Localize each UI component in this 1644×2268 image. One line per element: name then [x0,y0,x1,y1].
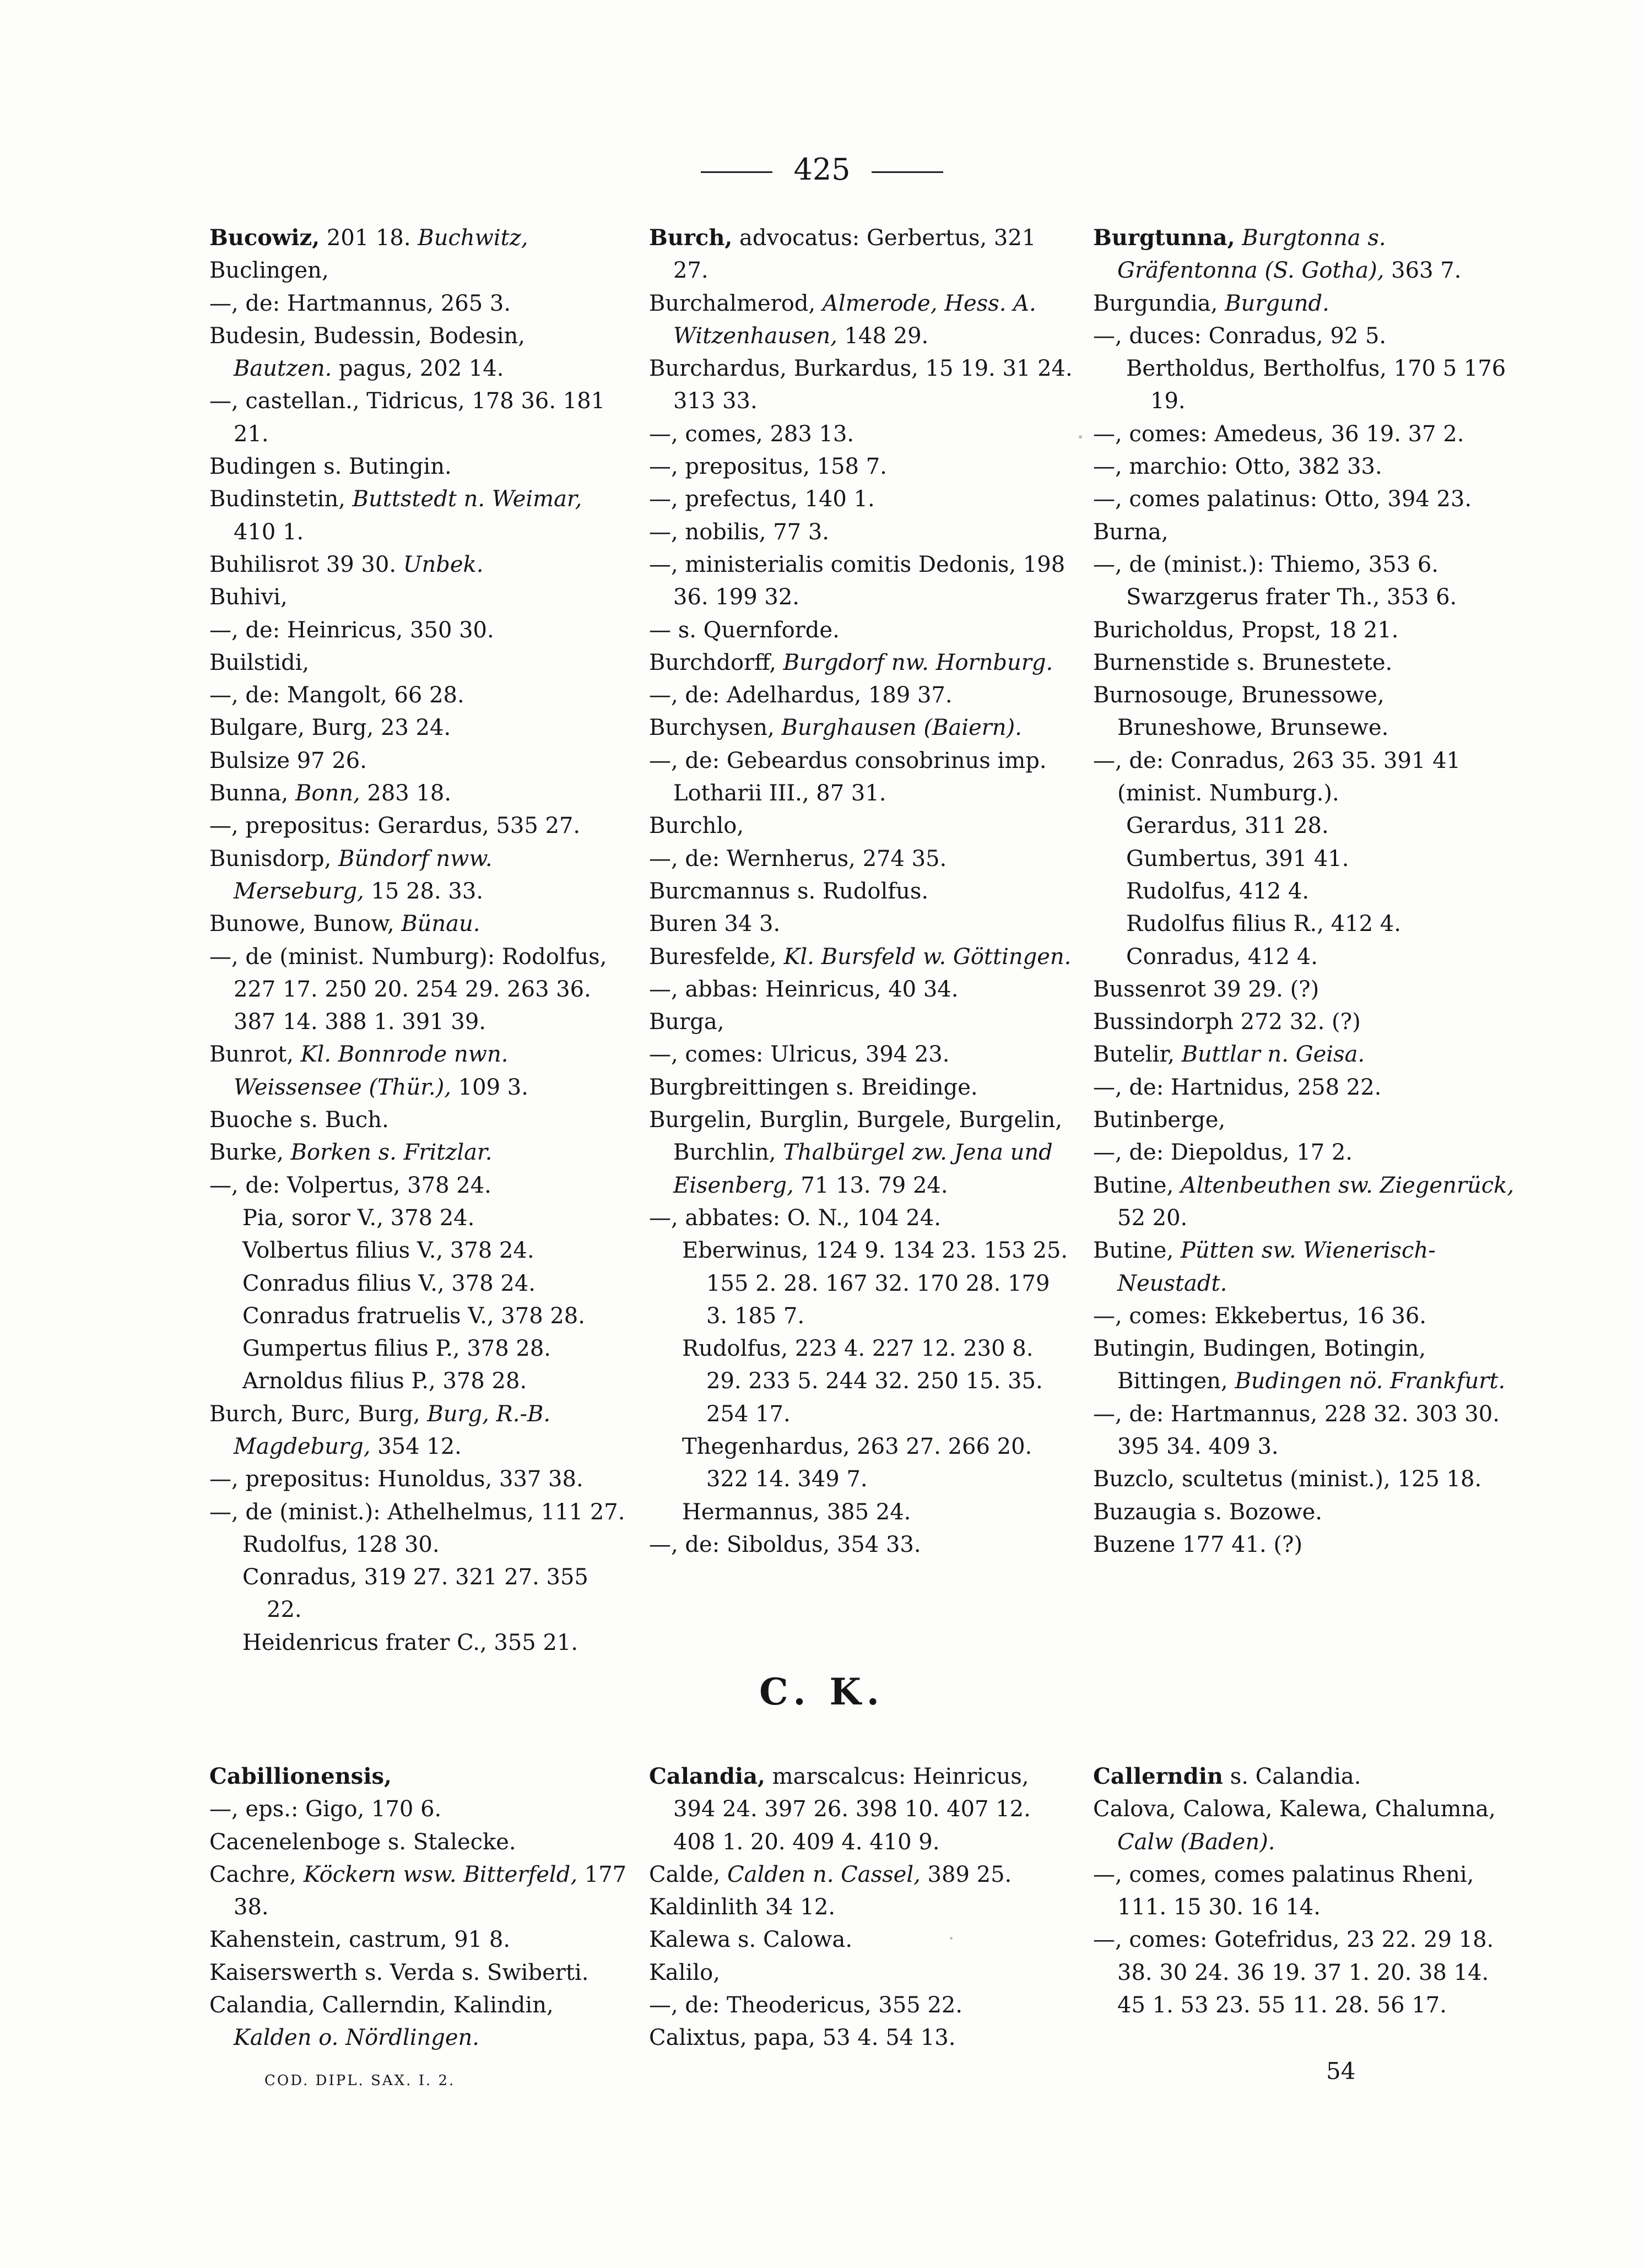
index-entry [649,1333,1073,1431]
index-entry [649,1891,1073,1924]
entry-text: Burgbreittingen s. Breidinge. [649,1074,978,1100]
index-entry [1093,451,1523,483]
index-entry [1093,941,1523,973]
entry-text: Buren 34 3. [649,911,781,937]
entry-text: —, de: Heinricus, 350 30. [209,617,494,643]
index-entry [209,1235,628,1267]
entry-text: Butinberge, [1093,1107,1226,1133]
index-entry [1093,908,1523,940]
entry-text: Buzene 177 41. (?) [1093,1531,1303,1557]
header-rule-right [872,171,943,173]
top-column-3 [1093,221,1523,1561]
entry-text: Burcmannus s. Rudolfus. [649,878,929,904]
index-entry [209,843,628,908]
entry-place-note: Borken s. Fritzlar. [283,1140,493,1166]
entry-place-note: Bautzen. [234,356,332,382]
entry-text: 71 13. 79 24. [793,1172,948,1198]
index-entry [649,1235,1073,1333]
entry-text: Volbertus filius V., 378 24. [242,1238,534,1264]
entry-text: —, de: Siboldus, 354 33. [649,1531,921,1557]
index-entry [1093,353,1523,418]
index-entry [1093,1859,1523,1924]
entry-place-note: Burgdorf nw. Hornburg. [776,649,1053,675]
entry-text: Swarzgerus frater Th., 353 6. [1126,584,1457,610]
entry-text: Burnosouge, Brunessowe, Bruneshowe, Brunsewe. [1093,683,1389,741]
entry-text: —, de: Mangolt, 66 28. [209,683,464,708]
index-entry [1093,288,1523,320]
index-entry [649,1038,1073,1071]
index-entry [649,1529,1073,1561]
index-entry [209,255,628,287]
entry-text: Burchysen, [649,715,775,741]
index-entry [209,320,628,386]
entry-text: Hermannus, 385 24. [682,1499,911,1525]
index-entry [209,1333,628,1365]
index-entry [209,1529,628,1561]
entry-text: 410 1. [234,519,304,545]
entry-place-note: Pütten sw. Wienerisch-Neustadt. [1117,1238,1436,1296]
index-entry [1093,1496,1523,1529]
entry-text: —, de (minist.): Athelhelmus, 111 27. [209,1499,625,1525]
index-entry [649,1071,1073,1104]
index-entry [1093,1333,1523,1398]
index-entry [1093,875,1523,908]
index-entry [649,712,1073,744]
index-entry [649,221,1073,288]
index-entry [1093,1793,1523,1859]
entry-place-note: Bonn, [288,781,360,806]
entry-text: —, prepositus: Gerardus, 535 27. [209,813,581,839]
entry-text: Bunisdorp, [209,846,332,872]
entry-text: Conradus filius V., 378 24. [242,1270,536,1296]
index-entry [649,941,1073,973]
index-entry [649,1104,1073,1202]
index-entry [209,777,628,810]
footer-signature: COD. DIPL. SAX. I. 2. [264,2072,456,2089]
index-entry [1093,581,1523,614]
index-entry [1093,647,1523,679]
entry-text: Bertholdus, Bertholfus, 170 5 176 19. [1126,356,1506,414]
entry-text: Butine, [1093,1172,1174,1198]
entry-place-note: Kl. Bursfeld w. Göttingen. [776,944,1072,970]
index-entry [1093,1529,1523,1561]
entry-text: —, comes, 283 13. [649,421,855,447]
index-entry [209,1104,628,1136]
entry-text: Budingen s. Butingin. [209,454,452,480]
entry-text: Conradus, 412 4. [1126,944,1318,970]
entry-text: Buzaugia s. Bozowe. [1093,1499,1323,1525]
index-entry [209,1202,628,1235]
entry-text: Gumbertus, 391 41. [1126,846,1349,872]
entry-text: Kaldinlith 34 12. [649,1894,836,1920]
entry-text: Conradus, 319 27. 321 27. 355 22. [242,1565,588,1623]
entry-headword: Cabillionensis, [209,1763,392,1789]
index-entry [209,1398,628,1464]
entry-text: —, comes: Ekkebertus, 16 36. [1093,1303,1426,1329]
entry-text: 52 20. [1117,1205,1188,1231]
entry-text: Burgundia, [1093,290,1218,316]
index-entry [209,1826,628,1859]
index-entry [1093,320,1523,353]
index-entry [209,1496,628,1529]
entry-text: —, de: Conradus, 263 35. 391 41 (minist. Numburg.). [1093,748,1461,806]
index-entry [209,1170,628,1202]
index-entry [209,221,628,255]
entry-text: 109 3. [451,1074,528,1100]
index-entry [649,549,1073,614]
entry-text: Bussindorph 272 32. (?) [1093,1009,1361,1035]
entry-text: —, comes: Amedeus, 36 19. 37 2. [1093,421,1464,447]
entry-text: Calde, [649,1861,721,1887]
index-entry [1093,614,1523,647]
entry-text: Bunowe, Bunow, [209,911,394,937]
entry-text: Burna, [1093,519,1169,545]
index-entry [1093,1071,1523,1104]
entry-text: Kalilo, [649,1960,720,1985]
entry-text: Heidenricus frater C., 355 21. [242,1630,578,1655]
index-entry [649,1957,1073,1989]
bottom-column-1 [209,1760,628,2055]
index-entry [649,1006,1073,1038]
index-entry [1093,679,1523,745]
entry-place-note: Budingen nö. Frankfurt. [1227,1368,1506,1394]
index-entry [649,1431,1073,1496]
bottom-column-2 [649,1760,1073,2055]
index-entry [209,941,628,1039]
entry-text: Bulgare, Burg, 23 24. [209,715,451,741]
entry-headword: Bucowiz, [209,225,320,251]
entry-text: 283 18. [360,781,452,806]
entry-text: Arnoldus filius P., 378 28. [242,1368,527,1394]
index-entry [209,1136,628,1169]
entry-text: Burchalmerod, [649,290,816,316]
entry-text: s. Calandia. [1223,1764,1361,1789]
entry-text: —, de (minist.): Thiemo, 353 6. [1093,551,1438,577]
footer-sheet-number: 54 [1326,2058,1356,2085]
index-entry [209,908,628,940]
index-entry [209,647,628,679]
entry-text: advocatus: Gerbertus, 321 27. [673,225,1036,284]
entry-text: Burch, Burc, Burg, [209,1401,420,1427]
entry-text: 201 18. [320,225,411,251]
entry-text: Eberwinus, 124 9. 134 23. 153 25. 155 2. 28. 167 32. 170 28. 179 3. 185 7. [682,1238,1068,1329]
index-entry [209,1038,628,1104]
entry-text: Butingin, Budingen, Botingin, Bittingen, [1093,1336,1426,1394]
entry-text: —, abbas: Heinricus, 40 34. [649,976,959,1002]
index-entry [209,1924,628,1956]
entry-text: Thegenhardus, 263 27. 266 20. 322 14. 349 7. [682,1433,1032,1492]
page-header [0,150,1644,190]
index-entry [1093,1104,1523,1136]
index-entry [209,1300,628,1333]
entry-text: —, ministerialis comitis Dedonis, 198 36. 199 32. [649,551,1066,610]
entry-text: Buclingen, [209,258,329,284]
entry-place-note: Kl. Bonnrode nwn. Weissensee (Thür.), [234,1042,509,1100]
index-entry [209,1627,628,1659]
entry-text: pagus, 202 14. [332,356,504,382]
entry-place-note: Köckern wsw. Bitterfeld, [296,1861,578,1887]
index-entry [1093,1463,1523,1496]
entry-text: Calixtus, papa, 53 4. 54 13. [649,2025,956,2051]
entry-text: 363 7. [1384,258,1462,284]
entry-text: Butine, [1093,1238,1174,1264]
index-entry [209,1365,628,1398]
index-entry [1093,745,1523,810]
index-entry [209,1793,628,1826]
entry-text: —, comes, comes palatinus Rheni, 111. 15 30. 16 14. [1093,1861,1474,1920]
index-entry [649,1496,1073,1529]
entry-text: Kahenstein, castrum, 91 8. [209,1927,511,1953]
entry-text: Kalewa s. Calowa. [649,1927,853,1953]
top-column-1 [209,221,628,1659]
index-entry [209,1957,628,1989]
index-entry [1093,1235,1523,1300]
index-entry [209,1760,628,1793]
entry-text: Rudolfus, 412 4. [1126,878,1310,904]
entry-text: Burnenstide s. Brunestete. [1093,649,1393,675]
index-entry [1093,1760,1523,1793]
entry-text: 354 12. [370,1433,462,1459]
entry-text: —, de: Wernherus, 274 35. [649,846,947,872]
index-entry [649,516,1073,549]
index-entry [209,288,628,320]
bottom-column-3 [1093,1760,1523,2022]
entry-headword: Burgtunna, [1093,225,1235,251]
entry-text: Buricholdus, Propst, 18 21. [1093,617,1399,643]
entry-place-note: Burg, R.-B. Magdeburg, [234,1401,551,1459]
entry-text: —, eps.: Gigo, 170 6. [209,1796,442,1822]
index-entry [209,810,628,842]
index-entry [649,908,1073,940]
entry-headword: Burch, [649,225,733,251]
entry-text: Calandia, Callerndin, Kalindin, [209,1993,554,2018]
entry-text: — s. Quernforde. [649,617,840,643]
index-entry [649,973,1073,1006]
entry-text: marscalcus: Heinricus, 394 24. 397 26. 398 10. 407 12. 408 1. 20. 409 4. 410 9. [673,1764,1031,1855]
index-entry [649,451,1073,483]
entry-text: —, de: Volpertus, 378 24. [209,1172,491,1198]
entry-text: —, de: Hartmannus, 265 3. [209,290,511,316]
index-entry [1093,1924,1523,2022]
index-entry [1093,221,1523,288]
entry-text: —, marchio: Otto, 382 33. [1093,454,1382,480]
entry-text: 177 38. [234,1861,627,1920]
index-entry [1093,549,1523,581]
index-entry [209,1463,628,1496]
index-entry [1093,1398,1523,1464]
entry-text: —, de: Adelhardus, 189 37. [649,683,953,708]
entry-text: —, de: Gebeardus consobrinus imp. Lotharii III., 87 31. [649,748,1047,806]
entry-text: Bunrot, [209,1042,294,1068]
entry-text: —, prefectus, 140 1. [649,486,875,512]
entry-text: Burchdorff, [649,649,776,675]
entry-text: Buhilisrot 39 30. [209,551,397,577]
index-entry [649,810,1073,842]
header-rule-left [701,171,772,173]
index-entry [209,451,628,483]
entry-text: Builstidi, [209,649,310,675]
entry-place-note: Burgtonna s. Gräfentonna (S. Gotha), [1117,225,1386,284]
entry-text: Pia, soror V., 378 24. [242,1205,475,1231]
index-entry [649,1924,1073,1956]
entry-text: 148 29. [837,323,929,349]
index-entry [209,549,628,581]
entry-text: Gumpertus filius P., 378 28. [242,1336,551,1362]
entry-place-note: Burghausen (Baiern). [774,715,1022,741]
entry-text: Budesin, Budessin, Bodesin, [209,323,525,349]
entry-place-note: Altenbeuthen sw. Ziegenrück, [1173,1172,1515,1198]
index-entry [209,745,628,777]
index-entry [209,581,628,614]
entry-text: Burchardus, Burkardus, 15 19. 31 24. 313 33. [649,356,1073,414]
entry-text: Cachre, [209,1861,297,1887]
index-entry [1093,810,1523,842]
index-entry [649,288,1073,353]
entry-place-note: Thalbürgel zw. Jena und Eisenberg, [673,1140,1053,1198]
index-entry [209,712,628,744]
entry-text: Buresfelde, [649,944,777,970]
index-entry [1093,1038,1523,1071]
index-entry [209,1989,628,2055]
index-entry [649,843,1073,875]
index-entry [649,614,1073,647]
entry-text: Gerardus, 311 28. [1126,813,1329,839]
print-speck [950,1937,953,1940]
index-entry [209,614,628,647]
index-entry [649,483,1073,516]
entry-text: —, de: Diepoldus, 17 2. [1093,1140,1353,1166]
index-entry [649,875,1073,908]
index-entry [209,385,628,451]
entry-text: 389 25. [920,1861,1012,1887]
entry-text: —, prepositus, 158 7. [649,454,887,480]
index-entry [1093,483,1523,516]
entry-text: —, comes palatinus: Otto, 394 23. [1093,486,1472,512]
index-entry [1093,1300,1523,1333]
page-number: 425 [793,152,851,187]
entry-text: Rudolfus filius R., 412 4. [1126,911,1401,937]
index-entry [649,353,1073,418]
index-entry [649,1760,1073,1859]
index-entry [209,483,628,549]
entry-text: Burga, [649,1009,724,1035]
entry-place-note: Kalden o. Nördlingen. [234,2025,479,2051]
index-entry [649,647,1073,679]
index-entry [209,1561,628,1627]
entry-place-note: Bündorf nww. Merseburg, [234,846,493,904]
entry-text: Cacenelenboge s. Stalecke. [209,1829,516,1855]
entry-text: Burke, [209,1140,284,1166]
entry-text: Bunna, [209,781,289,806]
index-entry [649,1859,1073,1891]
entry-place-note: Calden n. Cassel, [720,1861,921,1887]
section-heading: C. K. [759,1670,885,1713]
entry-text: Burgelin, Burglin, Burgele, Burgelin, Burchlin, [649,1107,1063,1166]
entry-text: —, castellan., Tidricus, 178 36. 181 21. [209,388,605,447]
entry-place-note: Calw (Baden). [1117,1829,1275,1855]
entry-headword: Callerndin [1093,1763,1223,1789]
entry-headword: Calandia, [649,1763,765,1789]
entry-text: —, abbates: O. N., 104 24. [649,1205,941,1231]
entry-text: —, de: Hartnidus, 258 22. [1093,1074,1382,1100]
index-entry [1093,516,1523,549]
entry-text: Rudolfus, 128 30. [242,1531,440,1557]
entry-text: Bussenrot 39 29. (?) [1093,976,1319,1002]
entry-place-note: Burgund. [1218,290,1329,316]
entry-text: Bulsize 97 26. [209,748,367,773]
entry-place-note: Buttstedt n. Weimar, [345,486,582,512]
index-entry [209,679,628,712]
entry-text: Budinstetin, [209,486,345,512]
index-entry [1093,1006,1523,1038]
index-entry [1093,973,1523,1006]
entry-text: Buzclo, scultetus (minist.), 125 18. [1093,1466,1482,1492]
entry-text: —, de: Hartmannus, 228 32. 303 30. 395 34. 409 3. [1093,1401,1500,1459]
index-entry [649,1202,1073,1235]
index-entry [649,745,1073,810]
index-entry [649,418,1073,451]
entry-text: Rudolfus, 223 4. 227 12. 230 8. 29. 233 5. 244 32. 250 15. 35. 254 17. [682,1336,1043,1427]
entry-text: Buoche s. Buch. [209,1107,389,1133]
entry-text: 15 28. 33. [364,878,484,904]
entry-text: —, de: Theodericus, 355 22. [649,1993,963,2018]
entry-text: Buhivi, [209,584,288,610]
index-entry [1093,1170,1523,1235]
index-entry [209,1859,628,1924]
entry-text: —, comes: Ulricus, 394 23. [649,1042,950,1068]
entry-text: Calova, Calowa, Kalewa, Chalumna, [1093,1796,1496,1822]
index-entry [1093,843,1523,875]
entry-place-note: Buttlar n. Geisa. [1174,1042,1365,1068]
index-entry [649,1989,1073,2022]
entry-text: Butelir, [1093,1042,1175,1068]
entry-place-note: Buchwitz, [410,225,528,251]
index-entry [209,1268,628,1300]
entry-text: —, prepositus: Hunoldus, 337 38. [209,1466,583,1492]
top-column-2 [649,221,1073,1561]
index-entry [1093,418,1523,451]
entry-place-note: Almerode, Hess. A. Witzenhausen, [673,290,1036,349]
entry-text: Conradus fratruelis V., 378 28. [242,1303,585,1329]
index-entry [1093,1136,1523,1169]
entry-text: Kaiserswerth s. Verda s. Swiberti. [209,1960,589,1985]
index-entry [649,2022,1073,2054]
entry-text: —, nobilis, 77 3. [649,519,829,545]
print-speck [1079,435,1082,439]
entry-place-note: Unbek. [396,551,484,577]
entry-text: Burchlo, [649,813,744,839]
entry-text: —, comes: Gotefridus, 23 22. 29 18. 38. 30 24. 36 19. 37 1. 20. 38 14. 45 1. 53 23. 55 11. 28. 56 17. [1093,1927,1494,2018]
entry-text: —, duces: Conradus, 92 5. [1093,323,1387,349]
entry-text: —, de (minist. Numburg): Rodolfus, 227 17. 250 20. 254 29. 263 36. 387 14. 388 1. 391 39. [209,944,607,1035]
entry-place-note: Bünau. [394,911,480,937]
index-entry [649,679,1073,712]
